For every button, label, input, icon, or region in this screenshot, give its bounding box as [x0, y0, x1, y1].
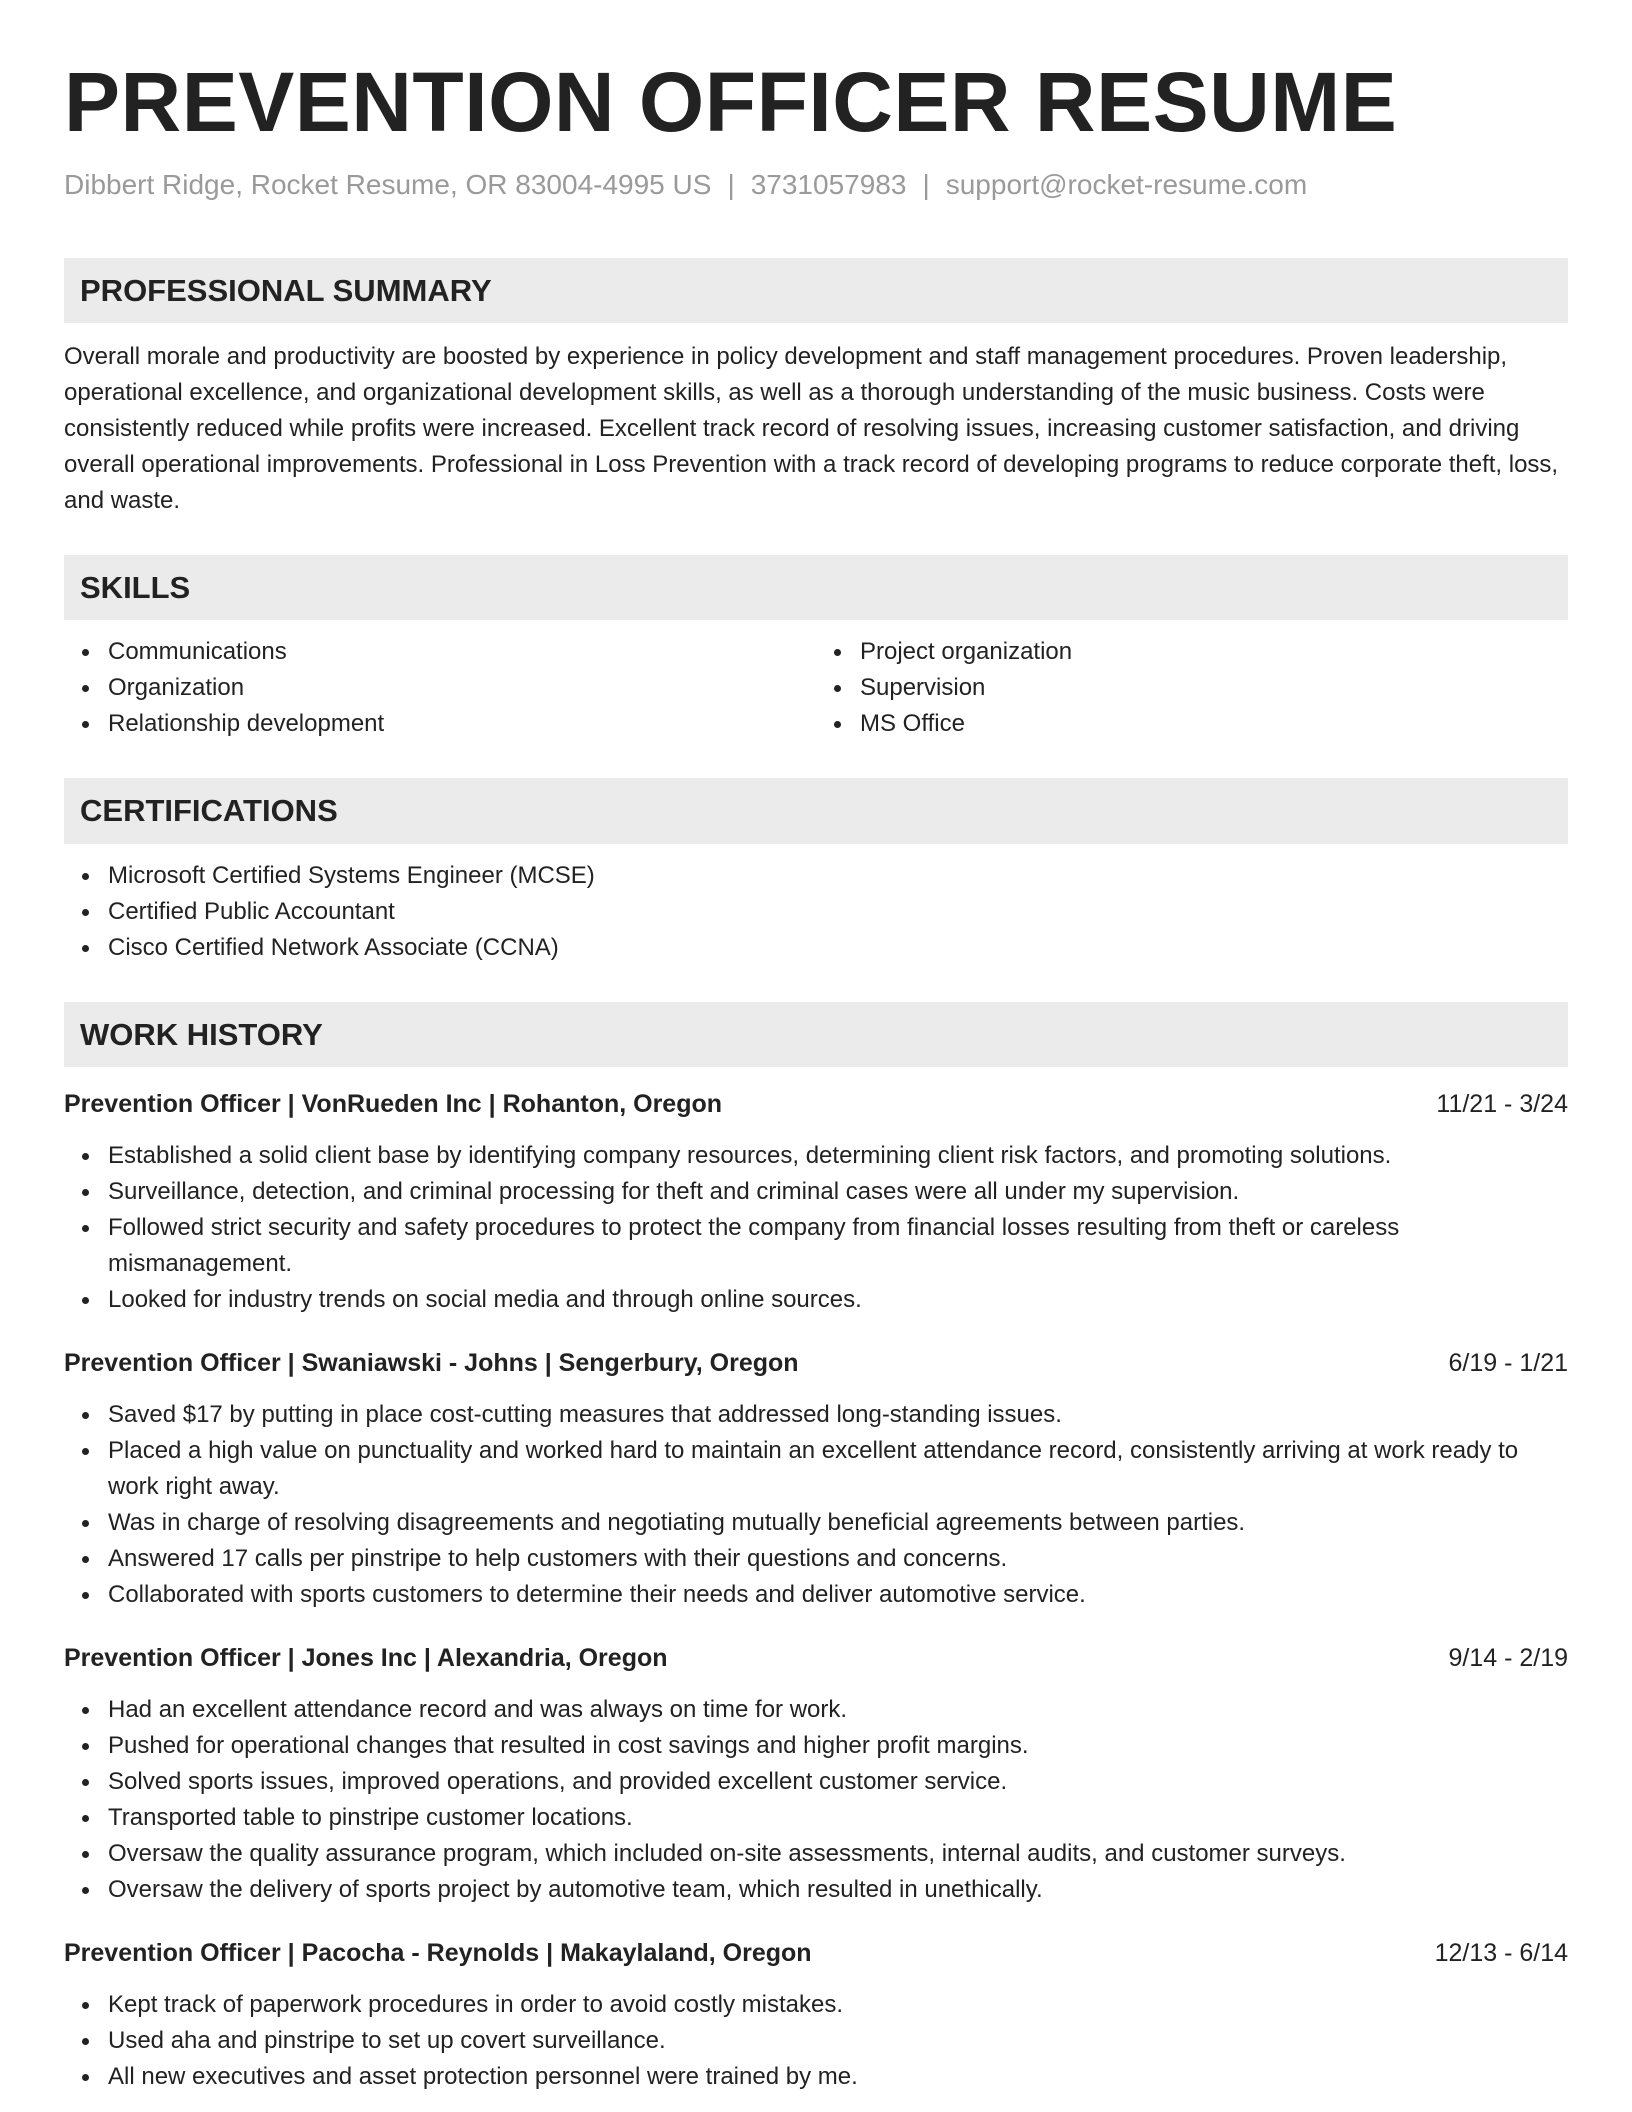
skill-item: Supervision [860, 670, 1568, 706]
skills-list-left [64, 634, 816, 742]
job-bullet: Established a solid client base by identifying company resources, determining client risk factors, and promoting solutions. [108, 1138, 1568, 1174]
skill-item: Project organization [860, 634, 1568, 670]
job-bullet: Answered 17 calls per pinstripe to help customers with their questions and concerns. [108, 1541, 1568, 1577]
certification-item: Certified Public Accountant [108, 894, 1568, 930]
job-bullets [64, 1987, 1568, 2095]
job-header [64, 1346, 1568, 1381]
job-bullet: Followed strict security and safety procedures to protect the company from financial losses resulting from theft or careless mismanagement. [108, 1210, 1568, 1282]
job-dates: 12/13 - 6/14 [1434, 1938, 1568, 1967]
job-title: Prevention Officer | Pacocha - Reynolds | Makaylaland, Oregon [64, 1938, 812, 1967]
work-history-heading: WORK HISTORY [64, 1002, 1568, 1067]
job-bullet: Pushed for operational changes that resulted in cost savings and higher profit margins. [108, 1728, 1568, 1764]
job-bullets [64, 1138, 1568, 1318]
job-header [64, 1087, 1568, 1122]
job-entry [64, 1087, 1568, 1318]
certification-item: Cisco Certified Network Associate (CCNA) [108, 930, 1568, 966]
job-bullet: Surveillance, detection, and criminal processing for theft and criminal cases were all under my supervision. [108, 1174, 1568, 1210]
skills-grid [64, 634, 1568, 742]
job-bullet: Placed a high value on punctuality and worked hard to maintain an excellent attendance record, consistently arriving at work ready to work right away. [108, 1433, 1568, 1505]
skill-item: Organization [108, 670, 816, 706]
contact-separator: | [727, 169, 735, 201]
job-dates: 9/14 - 2/19 [1448, 1643, 1568, 1672]
job-bullet: Looked for industry trends on social media and through online sources. [108, 1282, 1568, 1318]
job-entry [64, 1641, 1568, 1908]
contact-address: Dibbert Ridge, Rocket Resume, OR 83004-4995 US [64, 169, 712, 201]
job-bullets [64, 1692, 1568, 1908]
certification-item: Microsoft Certified Systems Engineer (MCSE) [108, 858, 1568, 894]
contact-phone: 3731057983 [750, 169, 907, 201]
job-bullets [64, 1397, 1568, 1613]
job-bullet: Solved sports issues, improved operations, and provided excellent customer service. [108, 1764, 1568, 1800]
job-bullet: Saved $17 by putting in place cost-cutting measures that addressed long-standing issues. [108, 1397, 1568, 1433]
summary-text: Overall morale and productivity are boosted by experience in policy development and staff management procedures. Proven leadership, operational excellence, and organizational development skills, as well as a thorough understanding of the music business. Costs were consistently reduced while profits were increased. Excellent track record of resolving issues, increasing customer satisfaction, and driving overall operational improvements. Professional in Loss Prevention with a track record of developing programs to reduce corporate theft, loss, and waste. [64, 343, 1559, 515]
job-title: Prevention Officer | Jones Inc | Alexandria, Oregon [64, 1643, 668, 1672]
certifications-heading: CERTIFICATIONS [64, 778, 1568, 843]
skill-item: MS Office [860, 706, 1568, 742]
job-header [64, 1641, 1568, 1676]
skill-item: Communications [108, 634, 816, 670]
job-bullet: Was in charge of resolving disagreements and negotiating mutually beneficial agreements between parties. [108, 1505, 1568, 1541]
job-bullet: Oversaw the quality assurance program, which included on-site assessments, internal audits, and customer surveys. [108, 1836, 1568, 1872]
job-entry [64, 1346, 1568, 1613]
certifications-list [64, 858, 1568, 966]
job-title: Prevention Officer | Swaniawski - Johns | Sengerbury, Oregon [64, 1348, 799, 1377]
contact-line [64, 168, 1568, 202]
resume-title: PREVENTION OFFICER RESUME [64, 55, 1398, 149]
summary-heading: PROFESSIONAL SUMMARY [64, 258, 1568, 323]
job-bullet: All new executives and asset protection personnel were trained by me. [108, 2059, 1568, 2095]
job-bullet: Had an excellent attendance record and was always on time for work. [108, 1692, 1568, 1728]
job-bullet: Collaborated with sports customers to determine their needs and deliver automotive service. [108, 1577, 1568, 1613]
job-bullet: Kept track of paperwork procedures in order to avoid costly mistakes. [108, 1987, 1568, 2023]
skills-heading: SKILLS [64, 555, 1568, 620]
job-bullet: Used aha and pinstripe to set up covert surveillance. [108, 2023, 1568, 2059]
job-header [64, 1936, 1568, 1971]
skill-item: Relationship development [108, 706, 816, 742]
skills-list-right [816, 634, 1568, 742]
job-dates: 6/19 - 1/21 [1448, 1348, 1568, 1377]
job-entry [64, 1936, 1568, 2095]
contact-separator: | [922, 169, 930, 201]
job-title: Prevention Officer | VonRueden Inc | Rohanton, Oregon [64, 1089, 723, 1118]
job-dates: 11/21 - 3/24 [1436, 1089, 1568, 1118]
contact-email: support@rocket-resume.com [945, 169, 1308, 201]
job-bullet: Transported table to pinstripe customer locations. [108, 1800, 1568, 1836]
job-bullet: Oversaw the delivery of sports project by automotive team, which resulted in unethically. [108, 1872, 1568, 1908]
